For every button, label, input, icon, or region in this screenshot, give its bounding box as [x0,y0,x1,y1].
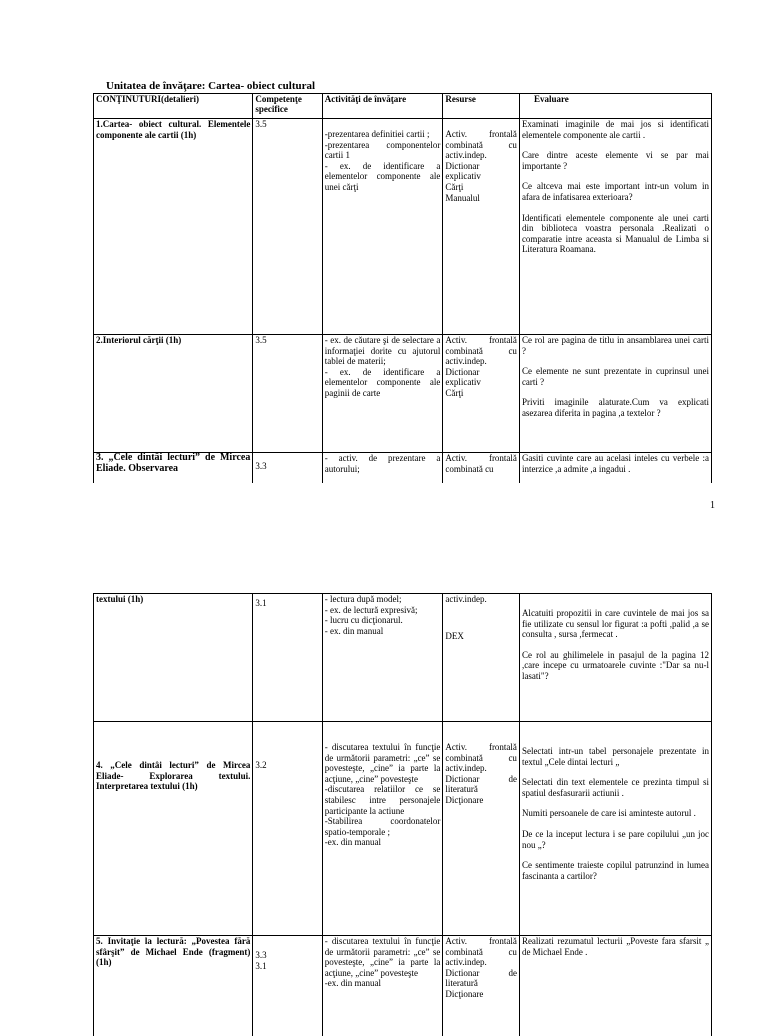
resource-item: Dictionar explicativ [445,160,481,182]
evaluation-item: Ce rol au ghilimelele in pasajul de la pagina 12 ,care incepe cu urmatoarele cuvinte :"Dar sa nu-l lasati"? [521,649,709,681]
row-content: textului (1h) [94,594,253,722]
table-row [94,722,712,936]
activity-item: - activ. de prezentare a autorului; [324,453,441,474]
activity-item: -prezentarea componentelor cartii 1 [324,139,441,161]
evaluation-item: Care dintre aceste elemente vi se par mai importante ? [521,150,709,171]
header-evaluation: Evaluare [519,94,711,119]
row-resources [443,722,520,936]
resource-item: Dictionar explicativ [445,366,481,388]
activity-item: - ex. de identificare a elementelor componente ale unei cărţi [324,160,441,192]
evaluation-item: Ce sentimente traieste copilul patrunzind in lumea fascinanta a cartilor? [521,860,709,881]
header-content: CONŢINUTURI(detalieri) [94,94,253,119]
resource-item: Dictionar de literatură [445,773,517,795]
row-competence: 3.2 [253,722,322,936]
evaluation-item: Selectati intr-un tabel personajele prezentate in textul „Cele dintai lecturi „ [521,746,709,767]
row-resources [443,936,520,1036]
activity-item: - ex. de căutare şi de selectare a informaţiei dorite cu ajutorul tablei de materii; [324,335,441,367]
header-resources: Resurse [443,94,520,119]
row-content: 5. Invitaţie la lectură: „Povestea fără sfârşit” de Michael Ende (fragment) (1h) [94,936,253,1036]
evaluation-item: Ce altceva mai este important intr-un volum in afara de infatisarea exterioara? [521,181,709,202]
header-competence: Competenţe specifice [253,94,322,119]
evaluation-item: Alcatuiti propozitii in care cuvintele de mai jos sa fie utilizate cu sensul lor figurat :a pofti ,palid ,a se consulta , sursa ,fermecat . [521,608,709,640]
table-row [94,594,712,722]
row-activities [322,936,443,1036]
row-activities [322,119,443,335]
resource-item: Dicţionare [445,988,484,999]
row-competence: 3.3 [253,453,322,483]
resource-item: Activ. frontală combinată cu activ.indep. [445,936,517,968]
resource-item: Cărţi [445,181,464,192]
activity-item: -ex. din manual [324,978,382,989]
row-evaluation [519,335,711,453]
activity-item: - discutarea textului în funcţie de următorii parametri: „ce” se povesteşte, „cine” ia parte la acţiune, „cine” povesteşte [324,742,441,784]
row-evaluation [519,594,711,722]
table-row [94,936,712,1036]
evaluation-item: Priviti imaginile alaturate.Cum va explicati asezarea diferita in pagina ,a textelor ? [521,397,709,418]
row-evaluation [519,722,711,936]
activity-item: -Stabilirea coordonatelor spatio-temporale ; [324,816,441,837]
resource-item: Cărţi [445,387,464,398]
evaluation-item: Numiti persoanele de care isi aminteste autorul . [521,808,696,819]
evaluation-item: De ce la inceput lectura i se pare copilului „un joc nou „? [521,828,709,850]
activity-item: - discutarea textului în funcţie de următorii parametri: „ce” se povesteşte, „cine” ia parte la acţiune, „cine” povesteşte [324,936,441,978]
page-number: 1 [710,500,715,511]
resource-item: Activ. frontală combinată cu activ.indep. [445,742,517,774]
row-competence: 3.3 3.1 [253,936,322,1036]
row-content: 2.Interiorul cărţii (1h) [94,335,253,453]
header-row [94,94,712,119]
header-activities: Activităţi de învăţare [322,94,443,119]
row-resources [443,119,520,335]
table-row [94,453,712,483]
evaluation-item: Gasiti cuvinte care au acelasi inteles cu verbele :a interzice ,a admite ,a ingadui . [521,453,709,474]
page-title: Unitatea de învăţare: Cartea- obiect cultural [106,80,316,92]
row-evaluation [519,453,711,483]
row-resources [443,335,520,453]
resource-item: Activ. frontală combinată cu activ.indep. [445,335,517,367]
row-competence: 3.5 [253,335,322,453]
activity-item: - ex. din manual [324,625,384,636]
activity-item: - ex. de identificare a elementelor componente ale paginii de carte [324,366,441,398]
row-evaluation [519,119,711,335]
activity-item: -discutarea relatiilor ce se stabilesc intre personajele participante la actiune [324,784,441,816]
resource-item: Activ. frontală combinată cu [445,453,517,474]
evaluation-item: Identificati elementele componente ale unei carti din biblioteca voastra personala .Realizati o comparatie intre aceasta si Manualul de Limba si Literatura Roamana. [521,212,709,255]
curriculum-table-page-2 [93,593,712,1036]
table-row [94,335,712,453]
evaluation-item: Realizati rezumatul lecturii „Poveste fara sfarsit „ de Michael Ende . [521,936,709,957]
row-resources [443,594,520,722]
resource-item: activ.indep. [445,594,487,604]
table-row [94,119,712,335]
activity-item: - ex. de lectură expresivă; [324,604,418,615]
row-activities [322,594,443,722]
resource-item: DEX [445,630,464,641]
row-activities [322,722,443,936]
row-competence: 3.1 [253,594,322,722]
resource-item: Dictionar de literatură [445,967,517,989]
resource-item: Activ. frontală combinată cu activ.indep. [445,129,517,161]
activity-item: - lectura după model; [324,594,402,604]
row-activities [322,453,443,483]
row-competence: 3.5 [253,119,322,335]
resource-item: Manualul [445,192,480,203]
activity-item: - lucru cu dicţionarul. [324,615,403,626]
evaluation-item: Ce elemente ne sunt prezentate in cuprinsul unei carti ? [521,366,709,387]
row-activities [322,335,443,453]
evaluation-item: Examinati imaginile de mai jos si identificati elementele componente ale cartii . [521,119,709,140]
evaluation-item: Selectati din text elementele ce prezinta timpul si spatiul desfasurarii actiunii . [521,777,709,798]
curriculum-table-page-1 [93,93,712,483]
resource-item: Dicţionare [445,794,484,805]
row-content: 4. „Cele dintâi lecturi” de Mircea Eliade- Explorarea textului. Interpretarea textului (1h) [94,722,253,936]
row-content: 3. „Cele dintâi lecturi” de Mircea Eliade. Observarea [94,453,253,483]
row-resources [443,453,520,483]
row-content: 1.Cartea- obiect cultural. Elementele componente ale cartii (1h) [94,119,253,335]
row-evaluation [519,936,711,1036]
activity-item: -ex. din manual [324,837,382,848]
activity-item: -prezentarea definitiei cartii ; [324,129,430,139]
evaluation-item: Ce rol are pagina de titlu in ansamblarea unei carti ? [521,335,709,356]
